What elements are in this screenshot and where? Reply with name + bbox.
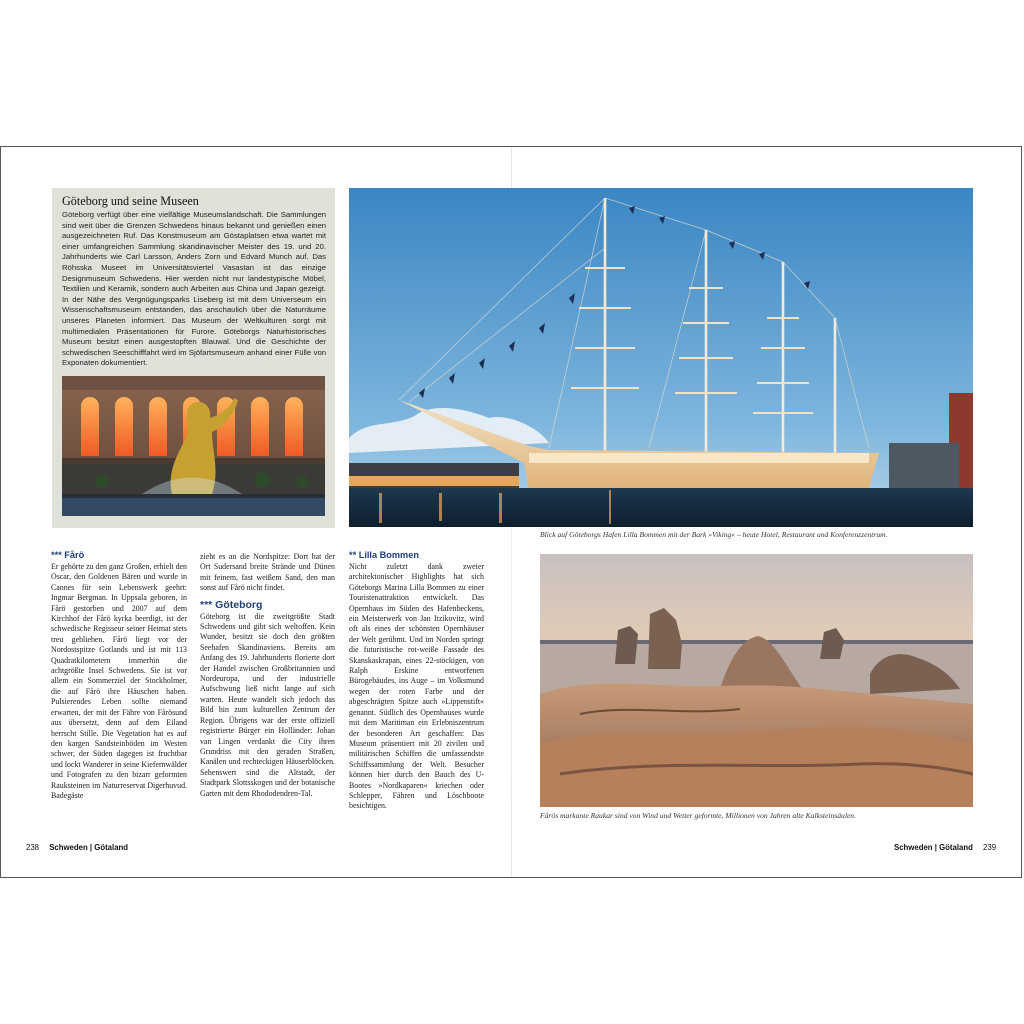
column-goteborg	[200, 552, 335, 799]
column-lilla-bommen	[349, 549, 484, 812]
column-faro	[51, 549, 187, 801]
heading-lilla-bommen: ** Lilla Bommen	[349, 550, 419, 560]
heading-faro: *** Fårö	[51, 550, 85, 560]
heading-goteborg: *** Göteborg	[200, 598, 263, 611]
infobox-title: Göteborg und seine Museen	[62, 194, 199, 208]
text-goteborg: Göteborg ist die zweitgrößte Stadt Schwedens und gibt sich weltoffen. Kein Wunder, besitzt sie doch den größten Seehafen Skandinaviens. Bereits am Anfang des 19. Jahrhunderts florierte dort der Handel zwischen Großbritannien und Nordeuropa, und der industrielle Aufschwung ließ nicht lange auf sich warten. Heute wandelt sich jedoch das Bild hin zum kulturellen Zentrum der Region. Übrigens war der erste offiziell registrierte Bürger ein Holländer: Johan van Lingen verdankt die City ihren Grundriss mit den geraden Straßen, Kanälen und rechteckigen Häuserblöcken. Sehenswert sind die Altstadt, der Stadtpark Slottsskogen und der botanische Garten mit dem Rhododendren-Tal.	[200, 611, 335, 798]
page-number-left: 238	[26, 843, 40, 852]
page-number-right: 239	[983, 843, 997, 852]
text-faro-continued: zieht es an die Nordspitze: Dort hat der Ort Sudersand breite Strände und Dünen mit feinem, fast weißem Sand, den man sonst auf Fårö nicht findet.	[200, 552, 335, 593]
ship-caption: Blick auf Göteborgs Hafen Lilla Bommen mit der Bark »Viking« – heute Hotel, Restaurant und Konferenzzentrum.	[540, 530, 888, 539]
rocks-caption: Fårös markante Raukar sind von Wind und Wetter geformte, Millionen von Jahren alte Kalksteinsäulen.	[540, 811, 857, 820]
folio-right	[894, 843, 996, 852]
section-label-right: Schweden | Götaland	[894, 843, 973, 852]
text-lilla-bommen: Nicht zuletzt dank zweier architektonischer Highlights hat sich Göteborgs Marina Lilla Bommen zu einer Touristenattraktion entwickelt. Das Opernhaus im Süden des Hafenbeckens, ein Meisterwerk von Jan Itzikovitz, wird oft als eines der schönsten Opernhäuser der Welt gerühmt. Und im Norden springt die futuristische rot-weiße Fassade des Skanskaskrapan, eines 22-stöckigen, von Ralph Erskine entworfenen Bürogebäudes, ins Auge – im Volksmund wegen der roten Farbe und der abgeschrägten Spitze auch »Lippenstift« genannt. Südlich des Opernhauses wurde mit dem Maritiman ein Erlebniszentrum der besonderen Art geschaffen: Das Museum präsentiert mit 20 zivilen und militärischen Schiffen die umfassendste Schiffssammlung der Welt. Besucher können hier durch den Bauch des U-Bootes »Nordkaparen« kriechen oder Schlepper, Fähren und Löschboote besichtigen.	[349, 562, 484, 811]
faro-raukar-photo	[540, 554, 973, 807]
infobox-text: Göteborg verfügt über eine vielfältige Museumslandschaft. Die Sammlungen sind weit über die Grenzen Schwedens hinaus bekannt und genießen einen ausgezeichneten Ruf. Das Konstmuseum am Göstaplatsen etwa wartet mit einer umfangreichen Sammlung skandinavischer Meister des 19. und 20. Jahrhunderts wie Carl Larsson, Anders Zorn und Edvard Munch auf. Das Röhsska Museet im Universitätsviertel Vasastan ist das einzige Designmuseum Schwedens. Hier werden nicht nur landestypische Möbel, Textilien und Keramik, sondern auch Arbeiten aus China und Japan gezeigt. In der Nähe des Vergnügungsparks Liseberg ist mit dem Universeum ein Wissenschaftsmuseum entstanden, das anschaulich über die Naturräume unseres Planeten informiert. Das Museum der Weltkulturen sorgt mit multimedialen Präsentationen für Furore. Göteborgs Naturhistorisches Museum besitzt einen ausgestopften Blauwal. Und die Geschichte der schwedischen Seeschifffahrt wird im Sjöfartsmuseum anhand einer Fülle von Exponaten dokumentiert.	[62, 210, 326, 368]
museum-infobox	[52, 188, 335, 528]
text-faro: Er gehörte zu den ganz Großen, erhielt den Oscar, den Goldenen Bären und wurde in Cannes für sein Lebenswerk geehrt: Ingmar Bergman. In Uppsala geboren, in Fårö gestorben und 2007 auf dem Kirchhof der Fårö kyrka beerdigt, ist der schwedische Regisseur seiner Heimat stets treu geblieben. Fårö liegt vor der Nordostspitze Gotlands und ist mit 113 Quadratkilometern immerhin die achtgrößte Insel Schwedens. Sie ist vor allem ein Sommerziel der Stockholmer, die auf Fårö ihre Häuschen haben. Pulsierendes Leben sollte niemand erwarten, der mit der Fähre von Fårösund aus übersetzt, denn auf dem Eiland herrscht Stille. Die Vegetation hat es auf den kargen Sandsteinböden im Westen schwer, der Süden dagegen ist fruchtbar und lockt Wanderer in seine Kiefernwälder und Fotografen zu den bizarr geformten Rauksteinen im Naturreservat Digerhuvud. Badegäste	[51, 562, 187, 800]
poseidon-fountain-photo	[62, 376, 325, 516]
folio-left	[26, 843, 128, 852]
ship-viking-photo	[349, 188, 973, 527]
section-label-left: Schweden | Götaland	[49, 843, 129, 852]
